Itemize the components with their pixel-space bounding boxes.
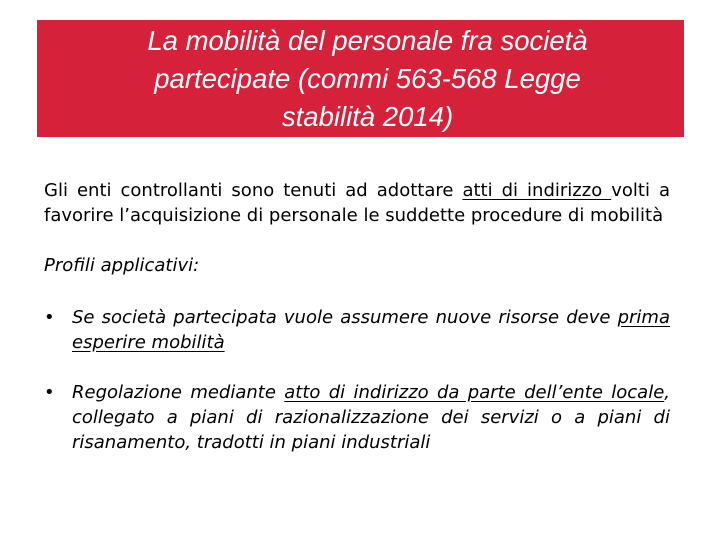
bullet-list — [44, 305, 670, 455]
intro-underlined-phrase: atti di indirizzo — [462, 180, 612, 201]
bullet-text-after: , collegato a piani di razionalizzazione dei servizi o a piani di risanamento, tradotti in piani industriali — [72, 382, 671, 453]
intro-paragraph — [44, 178, 670, 228]
bullet-item — [44, 380, 670, 455]
intro-text-1: Gli enti controllanti sono tenuti ad adottare — [44, 180, 463, 201]
bullet-underlined-phrase: prima esperire mobilità — [72, 307, 670, 353]
bullet-item — [44, 305, 670, 355]
title-line-3: stabilità 2014) — [281, 101, 454, 132]
slide-body — [44, 178, 670, 455]
title-line-2: partecipate (commi 563-568 Legge — [154, 63, 581, 94]
profili-heading: Profili applicativi: — [44, 255, 200, 276]
title-banner — [37, 20, 684, 137]
bullet-underlined-phrase: atto di indirizzo da parte dell’ente locale — [284, 382, 665, 403]
bullet-icon: • — [44, 382, 55, 403]
intro-text-2: volti a favorire l’acquisizione di personale le suddette procedure di mobilità — [44, 180, 670, 226]
slide-title — [37, 22, 684, 136]
bullet-icon: • — [44, 307, 55, 328]
title-line-1: La mobilità del personale fra società — [147, 25, 588, 56]
bullet-text-before: Regolazione mediante — [72, 382, 285, 403]
bullet-text-before: Se società partecipata vuole assumere nuove risorse deve — [72, 307, 618, 328]
